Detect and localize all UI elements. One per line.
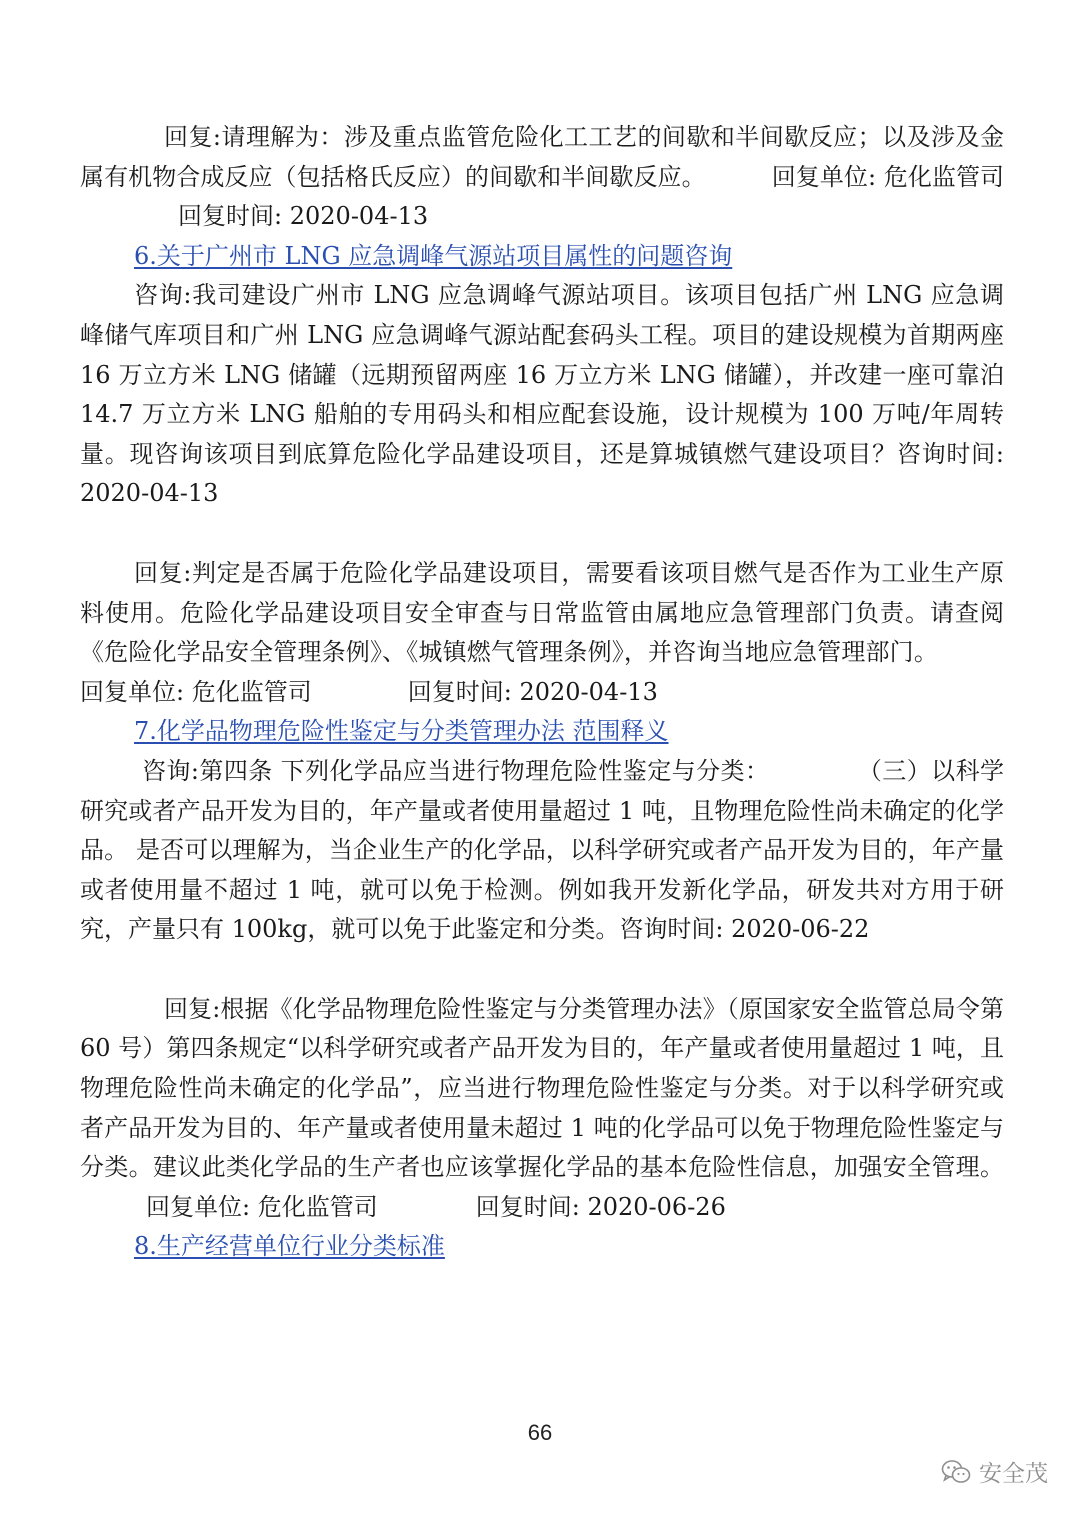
wechat-icon	[941, 1459, 971, 1485]
reply-time-label: 回复时间:	[475, 1192, 580, 1221]
consult-time-label: 咨询时间:	[896, 439, 1004, 468]
reply-unit-label: 回复单位:	[146, 1192, 251, 1221]
reply-unit: 危化监管司	[257, 1192, 378, 1221]
consult-time: 2020-04-13	[80, 479, 219, 508]
section-link-7[interactable]: 7.化学品物理危险性鉴定与分类管理办法 范围释义	[134, 717, 669, 746]
reply-paragraph	[80, 990, 1004, 1228]
section-link-6[interactable]: 6.关于广州市 LNG 应急调峰气源站项目属性的问题咨询	[134, 241, 733, 270]
reply-unit-label: 回复单位:	[771, 162, 877, 191]
section-heading-7	[80, 712, 1004, 752]
page-number: 66	[527, 1420, 553, 1445]
reply-time-label: 回复时间:	[407, 677, 512, 706]
consult-time-label: 咨询时间:	[619, 915, 724, 944]
reply-time: 2020-04-13	[519, 677, 658, 706]
reply-unit: 危化监管司	[883, 162, 1005, 191]
consult-paragraph	[80, 752, 1004, 950]
consult-text-continued: （三）以科学研究或者产品开发为目的，年产量或者使用量超过 1 吨，且物理危险性尚未确定的化学品。 是否可以理解为，当企业生产的化学品，以科学研究或者产品开发为目的，年产量或者使用量不超过 1 吨，就可以免于检测。例如我开发新化学品，研发共对方用于研究，产量只有 100kg，就可以免于此鉴定和分类。	[80, 756, 1005, 944]
reply-unit: 危化监管司	[191, 677, 312, 706]
section-heading-6	[80, 237, 1004, 277]
consult-time: 2020-06-22	[731, 915, 870, 944]
document-page	[80, 118, 1004, 1267]
reply-text: 回复:判定是否属于危险化学品建设项目，需要看该项目燃气是否作为工业生产原料使用。危险化学品建设项目安全审查与日常监管由属地应急管理部门负责。请查阅《危险化学品安全管理条例》、《城镇燃气管理条例》，并咨询当地应急管理部门。	[80, 558, 1004, 667]
reply-text: 回复:根据《化学品物理危险性鉴定与分类管理办法》（原国家安全监管总局令第 60 号）第四条规定“以科学研究或者产品开发为目的，年产量或者使用量超过 1 吨，且物理危险性尚未确定的化学品”，应当进行物理危险性鉴定与分类。对于以科学研究或者产品开发为目的、年产量或者使用量未超过 1 吨的化学品可以免于物理危险性鉴定与分类。建议此类化学品的生产者也应该掌握化学品的基本危险性信息，加强安全管理。	[80, 994, 1004, 1182]
reply-paragraph	[80, 118, 1004, 237]
reply-paragraph	[80, 554, 1004, 712]
reply-time-label: 回复时间:	[178, 202, 283, 231]
section-link-8[interactable]: 8.生产经营单位行业分类标准	[134, 1232, 445, 1261]
watermark	[941, 1455, 1048, 1488]
reply-unit-label: 回复单位:	[80, 677, 185, 706]
watermark-text: 安全茂	[979, 1461, 1048, 1487]
consult-text: 咨询:第四条 下列化学品应当进行物理危险性鉴定与分类：	[142, 756, 770, 785]
section-heading-8	[80, 1227, 1004, 1267]
reply-time: 2020-06-26	[587, 1192, 726, 1221]
consult-text: 咨询:我司建设广州市 LNG 应急调峰气源站项目。该项目包括广州 LNG 应急调峰储气库项目和广州 LNG 应急调峰气源站配套码头工程。项目的建设规模为首期两座 16 万立方米 LNG 储罐（远期预留两座 16 万立方米 LNG 储罐），并改建一座可靠泊 14.7 万立方米 LNG 船舶的专用码头和相应配套设施，设计规模为 100 万吨/年周转量。现咨询该项目到底算危险化学品建设项目，还是算城镇燃气建设项目？	[80, 281, 1004, 468]
reply-time: 2020-04-13	[289, 202, 429, 231]
reply-text: 回复:请理解为：涉及重点监管危险化工工艺的间歇和半间歇反应；以及涉及金属有机物合成反应（包括格氏反应）的间歇和半间歇反应。	[80, 123, 1004, 191]
consult-paragraph	[80, 276, 1004, 514]
